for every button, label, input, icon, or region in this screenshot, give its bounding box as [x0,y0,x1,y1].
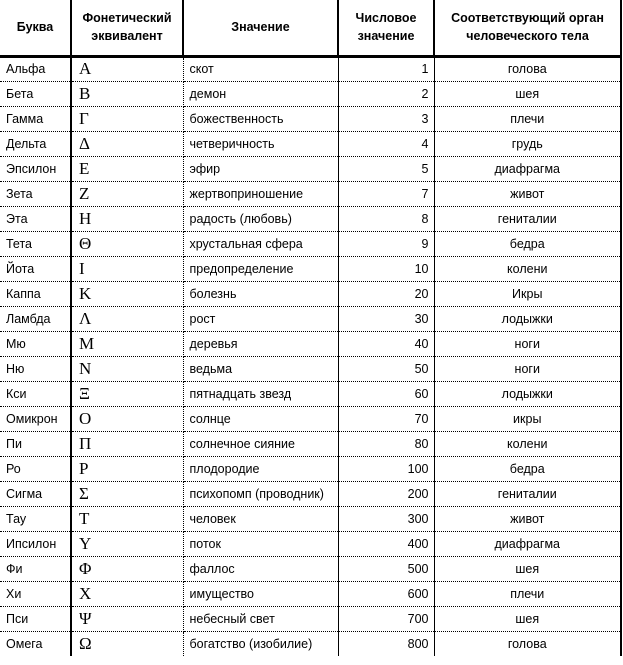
cell-body-organ: икры [434,406,621,431]
table-row [0,56,621,81]
table-row [0,181,621,206]
cell-greek-letter-name: Ламбда [0,306,71,331]
cell-greek-letter-name: Омега [0,631,71,656]
cell-greek-letter-name: Альфа [0,56,71,81]
cell-meaning: демон [183,81,338,106]
cell-meaning: предопределение [183,256,338,281]
cell-phonetic-equivalent: Φ [71,556,183,581]
cell-numeric-value: 400 [338,531,434,556]
cell-numeric-value: 5 [338,156,434,181]
cell-greek-letter-name: Омикрон [0,406,71,431]
cell-phonetic-equivalent: Τ [71,506,183,531]
cell-meaning: скот [183,56,338,81]
cell-meaning: плодородие [183,456,338,481]
cell-body-organ: диафрагма [434,531,621,556]
cell-numeric-value: 40 [338,331,434,356]
cell-greek-letter-name: Кси [0,381,71,406]
cell-body-organ: бедра [434,456,621,481]
cell-meaning: человек [183,506,338,531]
cell-numeric-value: 1 [338,56,434,81]
cell-phonetic-equivalent: Ξ [71,381,183,406]
cell-meaning: ведьма [183,356,338,381]
cell-meaning: небесный свет [183,606,338,631]
cell-body-organ: голова [434,56,621,81]
cell-phonetic-equivalent: Γ [71,106,183,131]
cell-greek-letter-name: Мю [0,331,71,356]
table-row [0,456,621,481]
cell-phonetic-equivalent: Υ [71,531,183,556]
cell-body-organ: живот [434,181,621,206]
cell-meaning: жертвоприношение [183,181,338,206]
cell-body-organ: шея [434,556,621,581]
cell-meaning: пятнадцать звезд [183,381,338,406]
cell-numeric-value: 8 [338,206,434,231]
cell-numeric-value: 80 [338,431,434,456]
cell-phonetic-equivalent: Θ [71,231,183,256]
cell-phonetic-equivalent: Μ [71,331,183,356]
cell-meaning: эфир [183,156,338,181]
cell-greek-letter-name: Эта [0,206,71,231]
cell-meaning: рост [183,306,338,331]
cell-numeric-value: 300 [338,506,434,531]
cell-meaning: фаллос [183,556,338,581]
table-row [0,331,621,356]
cell-body-organ: колени [434,256,621,281]
cell-body-organ: лодыжки [434,381,621,406]
cell-meaning: деревья [183,331,338,356]
cell-meaning: поток [183,531,338,556]
cell-numeric-value: 30 [338,306,434,331]
cell-phonetic-equivalent: Χ [71,581,183,606]
table-row [0,231,621,256]
cell-body-organ: живот [434,506,621,531]
cell-body-organ: гениталии [434,481,621,506]
table-row [0,506,621,531]
cell-greek-letter-name: Хи [0,581,71,606]
table-row [0,606,621,631]
table-body [0,56,621,656]
cell-greek-letter-name: Бета [0,81,71,106]
column-header-phonetic: Фонетический эквивалент [71,0,183,56]
cell-phonetic-equivalent: Ι [71,256,183,281]
cell-phonetic-equivalent: Ο [71,406,183,431]
cell-numeric-value: 20 [338,281,434,306]
table-row [0,356,621,381]
cell-phonetic-equivalent: Ω [71,631,183,656]
cell-greek-letter-name: Ню [0,356,71,381]
cell-numeric-value: 500 [338,556,434,581]
cell-phonetic-equivalent: Λ [71,306,183,331]
table-row [0,381,621,406]
cell-meaning: имущество [183,581,338,606]
cell-phonetic-equivalent: Α [71,56,183,81]
cell-numeric-value: 7 [338,181,434,206]
table-row [0,406,621,431]
cell-numeric-value: 10 [338,256,434,281]
cell-numeric-value: 4 [338,131,434,156]
cell-greek-letter-name: Ипсилон [0,531,71,556]
table-row [0,556,621,581]
cell-numeric-value: 2 [338,81,434,106]
column-header-meaning: Значение [183,0,338,56]
table-row [0,481,621,506]
cell-body-organ: гениталии [434,206,621,231]
cell-phonetic-equivalent: Ρ [71,456,183,481]
cell-meaning: солнце [183,406,338,431]
cell-greek-letter-name: Зета [0,181,71,206]
cell-meaning: четверичность [183,131,338,156]
cell-greek-letter-name: Йота [0,256,71,281]
cell-greek-letter-name: Дельта [0,131,71,156]
cell-phonetic-equivalent: Η [71,206,183,231]
table-row [0,281,621,306]
cell-numeric-value: 600 [338,581,434,606]
cell-meaning: радость (любовь) [183,206,338,231]
table-row [0,106,621,131]
table-row [0,131,621,156]
cell-greek-letter-name: Пи [0,431,71,456]
column-header-letter: Буква [0,0,71,56]
column-header-organ: Соответствующий орган человеческого тела [434,0,621,56]
cell-numeric-value: 800 [338,631,434,656]
table-row [0,81,621,106]
table-row [0,431,621,456]
cell-meaning: психопомп (проводник) [183,481,338,506]
cell-greek-letter-name: Тау [0,506,71,531]
cell-body-organ: лодыжки [434,306,621,331]
cell-numeric-value: 60 [338,381,434,406]
cell-greek-letter-name: Фи [0,556,71,581]
cell-phonetic-equivalent: Β [71,81,183,106]
cell-meaning: хрустальная сфера [183,231,338,256]
cell-meaning: солнечное сияние [183,431,338,456]
cell-greek-letter-name: Гамма [0,106,71,131]
cell-greek-letter-name: Пси [0,606,71,631]
table-row [0,156,621,181]
cell-body-organ: Икры [434,281,621,306]
cell-body-organ: колени [434,431,621,456]
cell-body-organ: шея [434,81,621,106]
cell-meaning: болезнь [183,281,338,306]
cell-body-organ: голова [507,636,547,651]
cell-phonetic-equivalent: Δ [71,131,183,156]
cell-greek-letter-name: Сигма [0,481,71,506]
cell-body-organ: диафрагма [434,156,621,181]
cell-body-organ: плечи [434,581,621,606]
cell-body-organ: шея [434,606,621,631]
table-header [0,0,621,56]
cell-phonetic-equivalent: Σ [71,481,183,506]
cell-numeric-value: 50 [338,356,434,381]
cell-numeric-value: 3 [338,106,434,131]
column-header-numeric: Числовое значение [338,0,434,56]
cell-greek-letter-name: Каппа [0,281,71,306]
cell-greek-letter-name: Ро [0,456,71,481]
cell-numeric-value: 9 [338,231,434,256]
cell-phonetic-equivalent: Κ [71,281,183,306]
cell-body-organ: ноги [434,331,621,356]
cell-greek-letter-name: Эпсилон [0,156,71,181]
cell-meaning: божественность [183,106,338,131]
cell-numeric-value: 200 [338,481,434,506]
cell-meaning: богатство (изобилие) [183,631,338,656]
cell-phonetic-equivalent: Ψ [71,606,183,631]
cell-body-organ: ноги [434,356,621,381]
cell-body-organ: грудь [434,131,621,156]
cell-numeric-value: 700 [338,606,434,631]
cell-body-organ: бедра [434,231,621,256]
table-row [0,531,621,556]
table-row [0,206,621,231]
cell-phonetic-equivalent: Ν [71,356,183,381]
cell-numeric-value: 70 [338,406,434,431]
cell-numeric-value: 100 [338,456,434,481]
cell-greek-letter-name: Тета [0,231,71,256]
cell-body-organ: плечи [434,106,621,131]
header-row [0,0,621,56]
cell-phonetic-equivalent: Ε [71,156,183,181]
table-row [0,306,621,331]
cell-phonetic-equivalent: Ζ [71,181,183,206]
table-row [0,256,621,281]
table-row [0,631,621,656]
cell-phonetic-equivalent: Π [71,431,183,456]
table-row [0,581,621,606]
